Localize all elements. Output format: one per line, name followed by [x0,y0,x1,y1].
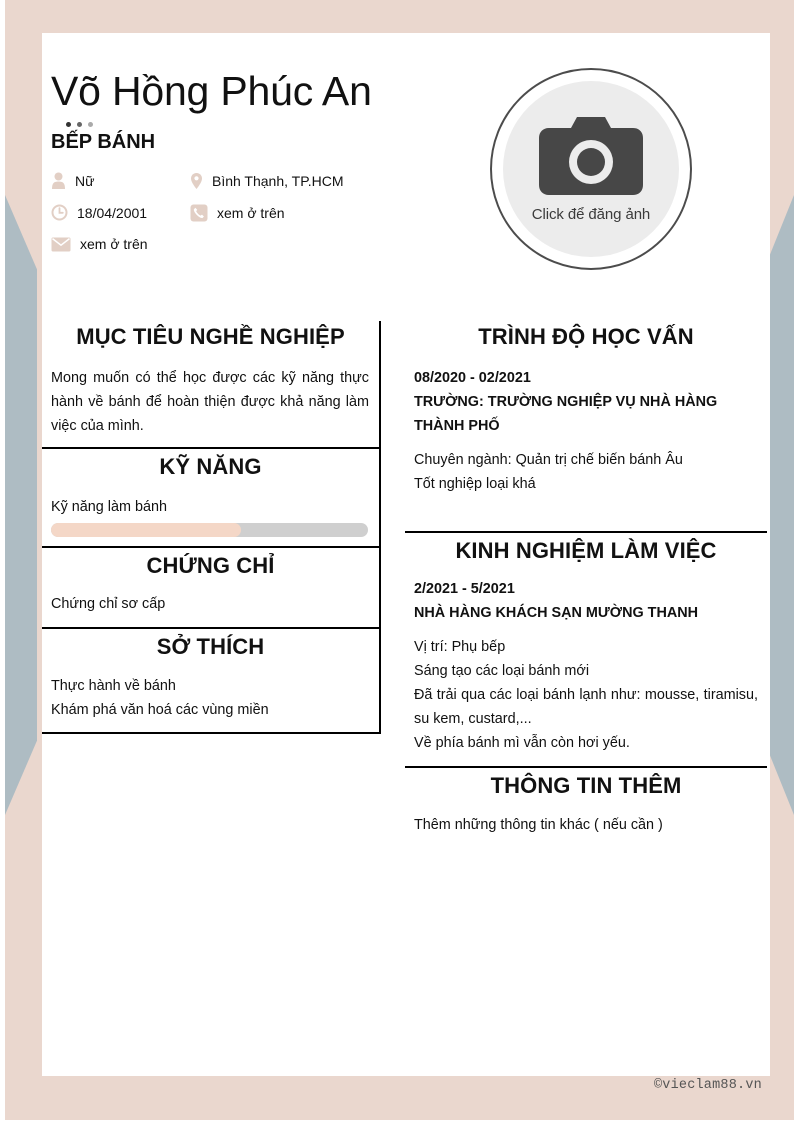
certificates-title: CHỨNG CHỈ [146,553,275,578]
name-decoration-dots [66,122,93,127]
education-section [405,321,767,533]
left-column [42,321,381,734]
email-value: xem ở trên [80,236,148,252]
site-watermark: ©vieclam88.vn [654,1078,762,1093]
user-icon [51,172,66,190]
experience-detail: Sáng tạo các loại bánh mới [414,663,590,679]
skill-level-fill [51,523,241,537]
work-experience-title: KINH NGHIỆM LÀM VIỆC [455,538,717,563]
job-position: BẾP BÁNH [51,131,156,153]
education-period: 08/2020 - 02/2021 [414,370,531,386]
cv-background-frame [5,0,794,1120]
address-value: Bình Thạnh, TP.HCM [212,173,344,189]
camera-icon [537,115,645,197]
skill-name: Kỹ năng làm bánh [51,499,168,515]
education-detail: Tốt nghiệp loại khá [414,476,536,492]
education-detail: Chuyên ngành: Quản trị chế biến bánh Âu [414,452,683,468]
experience-period: 2/2021 - 5/2021 [414,581,515,597]
email-icon [51,237,71,252]
certificates-section [42,548,379,629]
experience-detail: Vị trí: Phụ bếp [414,639,506,655]
hobby-item: Khám phá văn hoá các vùng miền [51,702,269,718]
hobbies-section [42,629,379,734]
career-objective-title: MỤC TIÊU NGHỀ NGHIỆP [76,324,345,349]
additional-info-title: THÔNG TIN THÊM [490,773,682,798]
profile-photo-upload[interactable] [490,68,692,270]
experience-company: NHÀ HÀNG KHÁCH SẠN MƯỜNG THANH [414,605,699,621]
skills-title: KỸ NĂNG [159,454,262,479]
spacing [414,438,758,448]
hobbies-title: SỞ THÍCH [156,634,265,659]
candidate-name: Võ Hồng Phúc An [51,68,372,114]
contact-address [190,172,344,190]
experience-detail: Về phía bánh mì vẫn còn hơi yếu. [414,735,630,751]
decoration-dot [88,122,93,127]
work-experience-section [405,533,767,768]
additional-info-section [405,768,767,838]
contact-phone [190,204,285,222]
career-objective-text: Mong muốn có thể học được các kỹ năng thực hành về bánh để hoàn thiện được khả năng làm việc của mình. [51,370,369,434]
certificate-item: Chứng chỉ sơ cấp [51,596,166,612]
additional-info-text: Thêm những thông tin khác ( nếu cần ) [414,817,663,833]
experience-entry [414,577,758,755]
right-column [405,321,767,841]
photo-upload-caption: Click để đăng ảnh [531,206,651,223]
decoration-dot [77,122,82,127]
contact-email [51,236,148,252]
education-entry [414,366,758,496]
spacing [414,625,758,635]
hobbies-list [51,674,269,722]
gender-value: Nữ [75,173,95,189]
location-icon [190,172,203,190]
phone-icon [190,204,208,222]
hobby-item: Thực hành về bánh [51,678,176,694]
contact-gender [51,172,94,190]
skills-section [42,449,379,548]
skill-level-track [51,523,368,537]
education-school: TRƯỜNG: TRƯỜNG NGHIỆP VỤ NHÀ HÀNG THÀNH PHỐ [414,394,718,434]
career-objective-section [42,321,379,449]
phone-value: xem ở trên [217,205,285,221]
contact-dob [51,204,147,221]
experience-detail: Đã trải qua các loại bánh lạnh như: mousse, tiramisu, su kem, custard,... [414,687,758,727]
left-decorative-triangle [5,195,37,815]
education-title: TRÌNH ĐỘ HỌC VẤN [478,324,694,349]
clock-icon [51,204,68,221]
dob-value: 18/04/2001 [77,204,148,221]
cv-page [42,33,770,1076]
decoration-dot [66,122,71,127]
photo-placeholder[interactable] [503,81,679,257]
